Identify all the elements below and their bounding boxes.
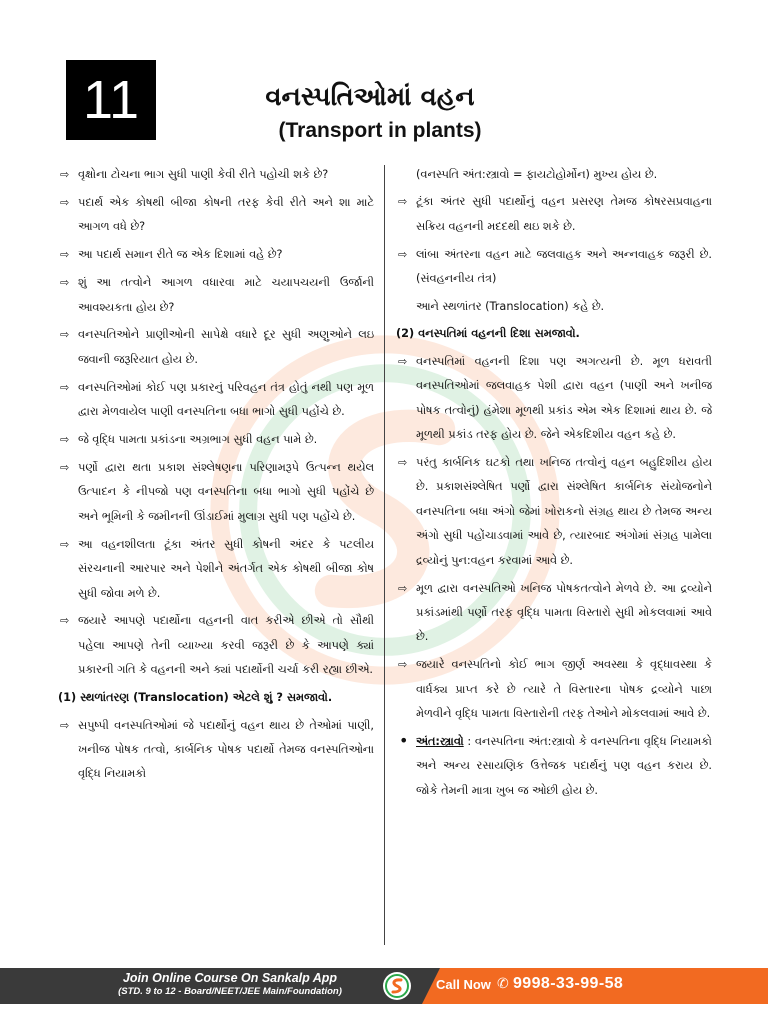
- section-heading: (2) વનસ્પતિમાં વહનની દિશા સમજાવો.: [396, 327, 580, 341]
- phone-number[interactable]: 9998-33-99-58: [513, 975, 624, 992]
- bullet-text: પરંતુ કાર્બનિક ઘટકો તથા ખનિજ તત્વોનું વહન બહુદિશીય હોય છે. પ્રકાશસંશ્લેષિત પર્ણો દ્વારા સંશ્લેષિત કાર્બનિક સંયોજનોને વનસ્પતિના બધા અંગો જેમાં ખોરાકનો સંગ્રહ થાય છે તેમજ અન્ય અંગો સુધી પહોંચાડવામાં આવે છે, ત્યારબાદ અંગોમાં સંગ્રહ પામેલા દ્રવ્યોનું પુન:વહન કરવામાં આવે છે.: [416, 455, 712, 567]
- arrow-bullet-icon: ⇨: [60, 433, 70, 447]
- defined-term: અંત:સ્ત્રાવો: [416, 734, 464, 748]
- bullet-item: [58, 376, 374, 425]
- arrow-bullet-icon: ⇨: [398, 658, 408, 672]
- arrow-bullet-icon: ⇨: [60, 168, 70, 181]
- sankalp-logo-icon: [383, 972, 411, 1000]
- arrow-bullet-icon: ⇨: [398, 354, 408, 368]
- page-subtitle: (Transport in plants): [278, 119, 482, 142]
- bullet-text: આ વહનશીલતા ટૂંકા અંતર સુધી કોષની અંદર કે પટલીય સંરચનાની આરપાર અને પેશીને અંતર્ગત એક કોષથી બીજા કોષ સુધી જોવા મળે છે.: [78, 537, 374, 600]
- bullet-item: [396, 653, 712, 726]
- arrow-bullet-icon: ⇨: [60, 328, 70, 342]
- bullet-text: વનસ્પતિઓને પ્રાણીઓની સાપેક્ષે વધારે દૂર સુધી અણુઓને લઇ જવાની જરૂરિયાત હોય છે.: [78, 328, 374, 366]
- footer-promo-line: Join Online Course On Sankalp App: [122, 971, 338, 985]
- bullet-text: વનસ્પતિમાં વહનની દિશા પણ અગત્યની છે. મૂળ ધરાવતી વનસ્પતિઓમાં જલવાહક પેશી દ્વારા વહન (પાણી અને ખનીજ પોષક તત્વોનું) હંમેશા મૂળથી પ્રકાંડ એમ એક દિશામાં થાય છે. જે મૂળથી પ્રકાંડ તરફ હોય છે. જેને એકદિશીય વહન કહે છે.: [416, 354, 712, 442]
- phone-icon: ✆: [497, 976, 509, 992]
- section-heading: (1) સ્થળાંતરણ (Translocation) એટલે શું ? સમજાવો.: [58, 691, 333, 705]
- bullet-text: વૃક્ષોના ટોચના ભાગ સુધી પાણી કેવી રીતે પહોચી શકે છે?: [78, 168, 329, 181]
- left-column: [58, 163, 374, 790]
- column-divider: [384, 165, 385, 945]
- bullet-text: સપુષ્પી વનસ્પતિઓમાં જે પદાર્થોનું વહન થાય છે તેઓમાં પાણી, ખનીજ પોષક તત્વો, કાર્બનિક પોષક પદાર્થો તેમજ વનસ્પતિઓના વૃદ્ધિ નિયામકો: [78, 718, 374, 781]
- bullet-text: શું આ તત્વોને આગળ વધારવા માટે ચયાપચયની ઉર્જાની આવશ્યકતા હોય છે?: [78, 276, 374, 314]
- footer-promo-subline: (STD. 9 to 12 - Board/NEET/JEE Main/Foundation): [118, 986, 342, 997]
- arrow-bullet-icon: ⇨: [398, 581, 408, 595]
- bullet-item: [396, 577, 712, 650]
- dot-bullet-item: [396, 730, 712, 803]
- bullet-item: [396, 190, 712, 239]
- continued-text: આને સ્થળાંતર (Translocation) કહે છે.: [416, 300, 605, 314]
- bullet-item: [58, 714, 374, 787]
- bullet-item: [58, 428, 374, 452]
- call-now-label: Call Now: [436, 977, 491, 992]
- arrow-bullet-icon: ⇨: [60, 248, 70, 262]
- arrow-bullet-icon: ⇨: [60, 537, 70, 551]
- arrow-bullet-icon: ⇨: [60, 718, 70, 732]
- bullet-text: વનસ્પતિઓમાં કોઈ પણ પ્રકારનું પરિવહન તંત્ર હોતું નથી પણ મૂળ દ્વારા મેળવાયેલ પાણી વનસ્પતિના બધા ભાગો સુધી પહોંચે છે.: [78, 380, 374, 419]
- continued-text: (વનસ્પતિ અંત:સ્ત્રાવો = ફાયટોહોર્મોન) મુખ્ય હોય છે.: [416, 168, 658, 181]
- bullet-item: [58, 323, 374, 372]
- chapter-number-box: 11: [66, 60, 156, 140]
- bullet-item: [396, 243, 712, 292]
- arrow-bullet-icon: ⇨: [60, 195, 70, 209]
- arrow-bullet-icon: ⇨: [398, 455, 408, 469]
- bullet-text: જે વૃદ્ધિ પામતા પ્રકાંડના અગ્રભાગ સુધી વહન પામે છે.: [78, 433, 318, 447]
- arrow-bullet-icon: ⇨: [60, 614, 70, 628]
- bullet-text: પર્ણો દ્વારા થતા પ્રકાશ સંશ્લેષણના પરિણામરૂપે ઉત્પન્ન થયેલ ઉત્પાદન કે નીપજો પણ વનસ્પતિના બધા ભાગો સુધી પહોંચે છે અને ભૂમિની કે જમીનની ઊંડાઈમાં મુલાગ્ર સુધી પણ પહોંચે છે.: [78, 460, 374, 523]
- bullet-item: [58, 533, 374, 606]
- bullet-item: [58, 609, 374, 682]
- bullet-text: આ પદાર્થ સમાન રીતે જ એક દિશામાં વહે છે?: [78, 248, 283, 262]
- bullet-item: [58, 191, 374, 240]
- arrow-bullet-icon: ⇨: [398, 247, 408, 261]
- bullet-item: [58, 163, 374, 187]
- bullet-text: જયારે વનસ્પતિનો કોઈ ભાગ જીર્ણ અવસ્થા કે વૃદ્ધાવસ્થા કે વાર્ધક્ય પ્રાપ્ત કરે છે ત્યારે તે વિસ્તારના પોષક દ્રવ્યોને પાછા મેળવીને વૃદ્ધિ પામતા વિસ્તારોની તરફ તેઓને મોકલવામાં આવે છે.: [416, 658, 712, 721]
- bullet-item: [396, 451, 712, 573]
- page-title: વનસ્પતિઓમાં વહન: [265, 82, 475, 112]
- bullet-text: પદાર્થ એક કોષથી બીજા કોષની તરફ કેવી રીતે અને શા માટે આગળ વધે છે?: [78, 195, 374, 234]
- dot-bullet-icon: •: [399, 730, 409, 750]
- bullet-item: [58, 243, 374, 267]
- bullet-text: ટૂંકા અંતર સુધી પદાર્થોનું વહન પ્રસરણ તેમજ કોષરસપ્રવાહના સક્રિય વહનની મદદથી થઇ શકે છે.: [416, 195, 712, 233]
- bullet-text: લાંબા અંતરના વહન માટે જલવાહક અને અન્નવાહક જરૂરી છે. (સંવહનનીય તંત્ર): [416, 247, 712, 286]
- bullet-item: [58, 456, 374, 529]
- arrow-bullet-icon: ⇨: [60, 276, 70, 290]
- bullet-text: મૂળ દ્વારા વનસ્પતિઓ ખનિજ પોષકતત્વોને મેળવે છે. આ દ્રવ્યોને પ્રકાંડમાંથી પર્ણો તરફ વૃદ્ધિ પામતા વિસ્તારો સુધી મોકલવામાં આવે છે.: [416, 581, 712, 644]
- arrow-bullet-icon: ⇨: [398, 195, 408, 209]
- right-column: [396, 163, 712, 807]
- bullet-item: [396, 350, 712, 448]
- bullet-text: : વનસ્પતિના અંત:સ્ત્રાવો કે વનસ્પતિના વૃદ્ધિ નિયામકો અને અન્ય રસાયણિક ઉત્તેજક પદાર્થનું પણ વહન કરાય છે. જોકે તેમની માત્રા ખુબ જ ઓછી હોય છે.: [416, 734, 712, 797]
- bullet-item: [58, 271, 374, 320]
- arrow-bullet-icon: ⇨: [60, 460, 70, 474]
- bullet-text: જયારે આપણે પદાર્થોના વહનની વાત કરીએ છીએ તો સૌથી પહેલા આપણે તેની વ્યાખ્યા કરવી જરૂરી છે કે આપણે ક્યાં પ્રકારની ગતિ કે વહનની અને ક્યાં પદાર્થોની ચર્ચા કરી રહ્યા છીએ.: [78, 614, 374, 677]
- arrow-bullet-icon: ⇨: [60, 380, 70, 394]
